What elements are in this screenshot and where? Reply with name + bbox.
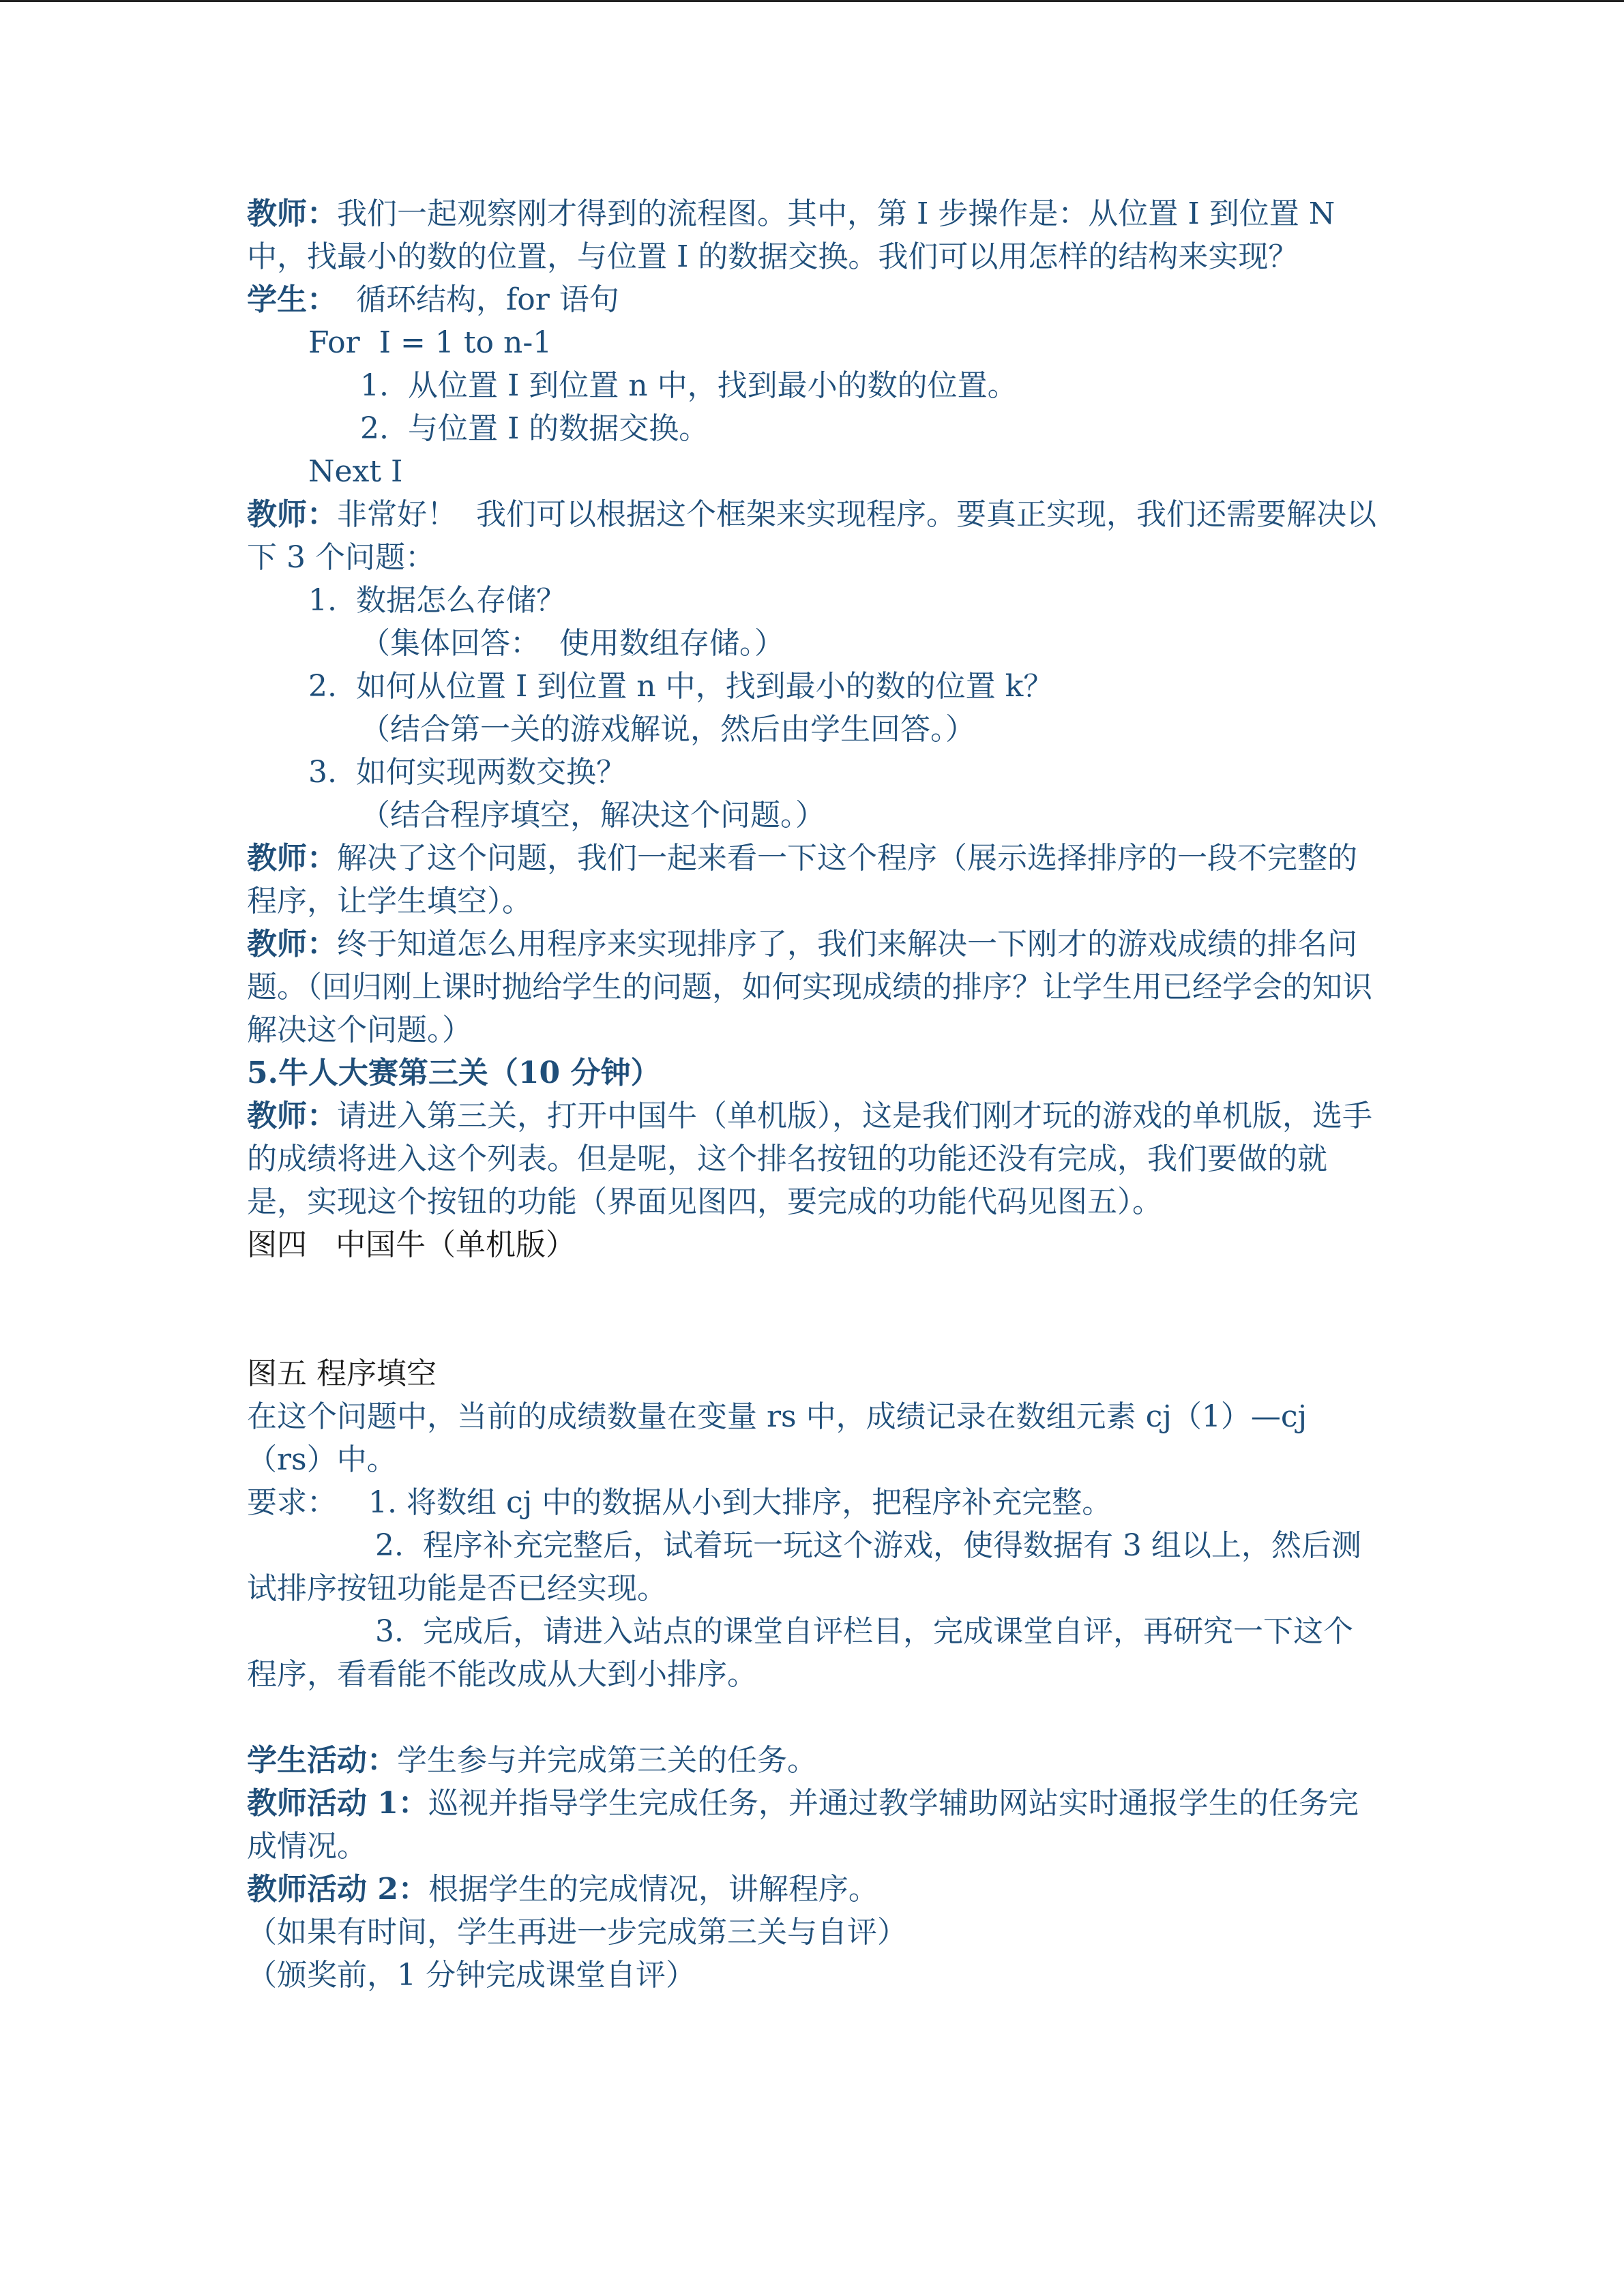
speaker-label: 学生： — [247, 282, 337, 317]
teacher-paragraph-1 — [247, 192, 1379, 278]
figure-4-placeholder — [247, 1266, 1379, 1352]
requirement-3: 3. 完成后，请进入站点的课堂自评栏目，完成课堂自评，再研究一下这个程序，看看能不能改成从大到小排序。 — [247, 1614, 1353, 1692]
teacher-paragraph-4 — [247, 923, 1379, 1052]
paragraph-text: 学生参与并完成第三关的任务。 — [397, 1743, 817, 1778]
teacher-paragraph-5 — [247, 1094, 1379, 1223]
paragraph-text: 巡视并指导学生完成任务，并通过教学辅助网站实时通报学生的任务完成情况。 — [247, 1786, 1359, 1864]
teacher-activity-1 — [247, 1782, 1379, 1868]
speaker-label: 教师： — [247, 497, 337, 532]
top-border-line — [0, 0, 1624, 2]
paragraph-text: 我们一起观察刚才得到的流程图。其中，第 I 步操作是：从位置 I 到位置 N 中，找最小的数的位置，与位置 I 的数据交换。我们可以用怎样的结构来实现？ — [247, 196, 1345, 274]
requirements-label: 要求： — [247, 1485, 337, 1520]
document-page — [247, 192, 1379, 1997]
paragraph-text: 解决了这个问题，我们一起来看一下这个程序（展示选择排序的一段不完整的程序，让学生填空）。 — [247, 841, 1357, 919]
paragraph-text: 根据学生的完成情况，讲解程序。 — [428, 1872, 879, 1907]
section-heading: 5.牛人大赛第三关（10 分钟） — [247, 1056, 661, 1090]
teacher-paragraph-2 — [247, 493, 1379, 579]
problem-description: 在这个问题中，当前的成绩数量在变量 rs 中，成绩记录在数组元素 cj（1）—cj（rs）中。 — [247, 1399, 1308, 1477]
student-activity — [247, 1739, 1379, 1782]
speaker-label: 教师活动 2： — [247, 1872, 428, 1907]
figure-4-caption: 图四 中国牛（单机版） — [247, 1227, 576, 1262]
teacher-paragraph-3 — [247, 837, 1379, 923]
answer-2: （结合第一关的游戏解说，然后由学生回答。） — [360, 712, 975, 747]
answer-3: （结合程序填空，解决这个问题。） — [360, 798, 825, 833]
question-2: 2. 如何从位置 I 到位置 n 中，找到最小的数的位置 k？ — [308, 669, 1054, 704]
speaker-label: 教师活动 1： — [247, 1786, 428, 1821]
speaker-label: 教师： — [247, 196, 337, 231]
student-paragraph-1 — [247, 278, 1379, 321]
speaker-label: 教师： — [247, 841, 337, 876]
code-line-step-1: 1. 从位置 I 到位置 n 中，找到最小的数的位置。 — [360, 368, 1018, 403]
answer-1: （集体回答： 使用数组存储。） — [360, 626, 784, 661]
code-line-step-2: 2. 与位置 I 的数据交换。 — [360, 411, 709, 446]
figure-5-caption: 图五 程序填空 — [247, 1356, 437, 1391]
requirement-1-row — [247, 1481, 1379, 1524]
note-2: （颁奖前，1 分钟完成课堂自评） — [247, 1958, 696, 1993]
paragraph-text: 非常好！ 我们可以根据这个框架来实现程序。要真正实现，我们还需要解决以下 3 个问题： — [247, 497, 1376, 575]
teacher-activity-2 — [247, 1868, 1379, 1911]
requirement-2: 2. 程序补充完整后，试着玩一玩这个游戏，使得数据有 3 组以上，然后测试排序按钮功能是否已经实现。 — [247, 1528, 1361, 1606]
code-line-for: For I = 1 to n-1 — [308, 325, 552, 360]
paragraph-text: 请进入第三关，打开中国牛（单机版），这是我们刚才玩的游戏的单机版，选手的成绩将进入这个列表。但是呢，这个排名按钮的功能还没有完成，我们要做的就是，实现这个按钮的功能（界面见图四，要完成的功能代码见图五）。 — [247, 1099, 1372, 1219]
speaker-label: 教师： — [247, 1099, 337, 1133]
code-line-next: Next I — [308, 454, 403, 489]
paragraph-text: 循环结构，for 语句 — [337, 282, 619, 317]
question-3: 3. 如何实现两数交换？ — [308, 755, 626, 790]
speaker-label: 学生活动： — [247, 1743, 397, 1778]
paragraph-text: 终于知道怎么用程序来实现排序了，我们来解决一下刚才的游戏成绩的排名问题。（回归刚上课时抛给学生的问题，如何实现成绩的排序？让学生用已经学会的知识解决这个问题。） — [247, 927, 1372, 1047]
question-1: 1. 数据怎么存储？ — [308, 583, 566, 618]
note-1: （如果有时间，学生再进一步完成第三关与自评） — [247, 1915, 907, 1950]
requirement-1: 1. 将数组 cj 中的数据从小到大排序，把程序补充完整。 — [368, 1485, 1112, 1520]
speaker-label: 教师： — [247, 927, 337, 961]
blank-line — [247, 1696, 1379, 1739]
